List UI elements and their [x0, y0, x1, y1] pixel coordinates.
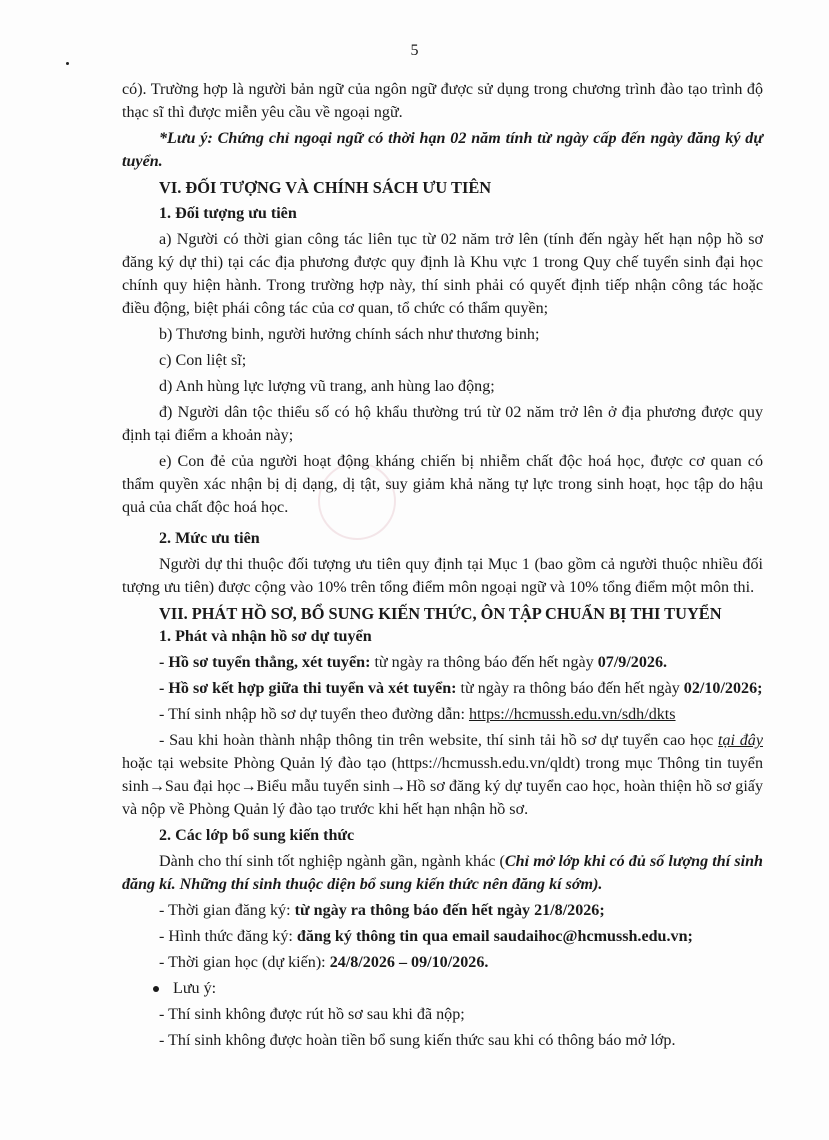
registration-time-value: từ ngày ra thông báo đến hết ngày 21/8/2026; [294, 902, 605, 919]
registration-time-label: - Thời gian đăng ký: [159, 902, 295, 919]
priority-item-d: d) Anh hùng lực lượng vũ trang, anh hùng lao động; [159, 378, 495, 395]
download-here-link[interactable]: tại đây [718, 732, 763, 749]
section-7-sub2-heading: 2. Các lớp bổ sung kiến thức [159, 827, 355, 844]
page-number: 5 [410, 42, 419, 59]
registration-form-label: - Hình thức đăng ký: [159, 928, 297, 945]
note-label: Lưu ý: [173, 980, 217, 997]
application-link-line [122, 703, 763, 726]
supplement-intro-note: Chỉ mở lớp khi có đủ số lượng thí sinh đăng kí. Những thí sinh thuộc diện bổ sung kiến thức nên đăng kí sớm). [122, 853, 763, 893]
download-text-a: - Sau khi hoàn thành nhập thông tin trên website, thí sinh tải hồ sơ dự tuyển cao học [159, 732, 719, 749]
direct-admission-line [122, 651, 763, 674]
foreign-language-note: *Lưu ý: Chứng chỉ ngoại ngữ có thời hạn 02 năm tính từ ngày cấp đến ngày đăng ký dự tuyển. [122, 130, 763, 170]
application-link[interactable]: https://hcmussh.edu.vn/sdh/dkts [468, 706, 676, 723]
intro-paragraph: có). Trường hợp là người bản ngữ của ngôn ngữ được sử dụng trong chương trình đào tạo trình độ thạc sĩ thì được miễn yêu cầu về ngoại ngữ. [122, 81, 763, 121]
priority-item-c: c) Con liệt sĩ; [159, 352, 247, 369]
priority-item-b: b) Thương binh, người hưởng chính sách như thương binh; [159, 326, 540, 343]
registration-time-line [122, 899, 763, 922]
document-body [122, 78, 763, 1052]
combined-admission-date: 02/10/2026; [683, 680, 763, 697]
study-time-label: - Thời gian học (dự kiến): [159, 954, 330, 971]
note-bullet-line [153, 977, 763, 1000]
combined-admission-label: - Hồ sơ kết hợp giữa thi tuyển và xét tuyển: [159, 680, 457, 697]
study-time-line [122, 951, 763, 974]
registration-form-value: đăng ký thông tin qua email saudaihoc@hcmussh.edu.vn; [296, 928, 693, 945]
supplement-intro [122, 850, 763, 896]
supplement-intro-text: Dành cho thí sinh tốt nghiệp ngành gần, ngành khác ( [159, 853, 505, 870]
direct-admission-label: - Hồ sơ tuyển thẳng, xét tuyển: [159, 654, 371, 671]
section-6-heading: VI. ĐỐI TƯỢNG VÀ CHÍNH SÁCH ƯU TIÊN [159, 178, 492, 197]
priority-item-dd: đ) Người dân tộc thiểu số có hộ khẩu thường trú từ 02 năm trở lên ở địa phương được quy định tại điểm a khoản này; [122, 404, 763, 444]
priority-item-e: e) Con đẻ của người hoạt động kháng chiến bị nhiễm chất độc hoá học, được cơ quan có thẩm quyền xác nhận bị dị dạng, dị tật, suy giảm khả năng tự lực trong sinh hoạt, học tập do hậu quả của chất độc hoá học. [122, 453, 763, 516]
note-item-2: - Thí sinh không được hoàn tiền bổ sung kiến thức sau khi có thông báo mở lớp. [159, 1032, 676, 1049]
combined-admission-text: từ ngày ra thông báo đến hết ngày [456, 680, 684, 697]
note-item-1: - Thí sinh không được rút hồ sơ sau khi đã nộp; [159, 1006, 465, 1023]
section-7-heading: VII. PHÁT HỒ SƠ, BỔ SUNG KIẾN THỨC, ÔN TẬP CHUẨN BỊ THI TUYỂN [159, 604, 722, 623]
bullet-dot-icon [153, 986, 159, 992]
application-link-text: - Thí sinh nhập hồ sơ dự tuyển theo đường dẫn: [159, 706, 469, 723]
priority-item-a: a) Người có thời gian công tác liên tục từ 02 năm trở lên (tính đến ngày hết hạn nộp hồ sơ đăng ký dự thi) tại các địa phương được quy định là Khu vực 1 trong Quy chế tuyển sinh đại học chính quy hiện hành. Trong trường hợp này, thí sinh phải có quyết định tiếp nhận công tác hoặc điều động, biệt phái công tác của cơ quan, tổ chức có thẩm quyền; [122, 231, 763, 317]
section-6-sub2-heading: 2. Mức ưu tiên [159, 530, 260, 547]
study-time-value: 24/8/2026 – 09/10/2026. [329, 954, 489, 971]
download-text-b: hoặc tại website Phòng Quản lý đào tạo (https://hcmussh.edu.vn/qldt) trong mục Thông tin tuyển sinh→Sau đại học→Biểu mẫu tuyển sinh→Hồ sơ đăng ký dự tuyển cao học, hoàn thiện hồ sơ giấy và nộp về Phòng Quản lý đào tạo trước khi hết hạn nhận hồ sơ. [122, 755, 763, 818]
priority-level-text: Người dự thi thuộc đối tượng ưu tiên quy định tại Mục 1 (bao gồm cả người thuộc nhiều đối tượng ưu tiên) được cộng vào 10% trên tổng điểm môn ngoại ngữ và 10% tổng điểm một môn thi. [122, 556, 763, 596]
direct-admission-text: từ ngày ra thông báo đến hết ngày [370, 654, 598, 671]
combined-admission-line [122, 677, 763, 700]
section-6-sub1-heading: 1. Đối tượng ưu tiên [159, 205, 297, 222]
direct-admission-date: 07/9/2026. [597, 654, 668, 671]
scan-speck [66, 62, 69, 65]
section-7-sub1-heading: 1. Phát và nhận hồ sơ dự tuyển [159, 628, 372, 645]
download-instructions [122, 729, 763, 821]
registration-form-line [122, 925, 763, 948]
